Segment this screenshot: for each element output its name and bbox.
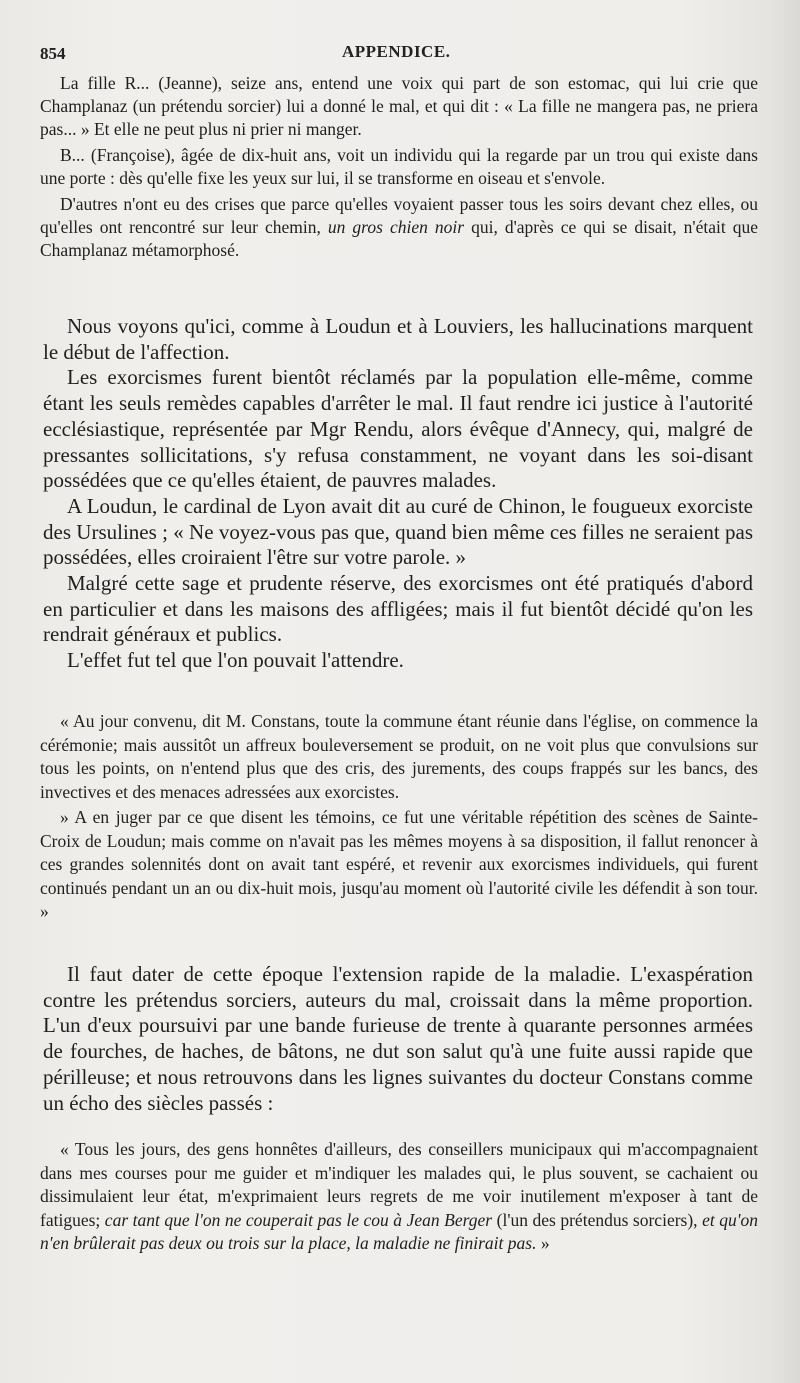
text-segment: » [540,1233,550,1253]
paragraph-extension: Il faut dater de cette époque l'extension rapide de la maladie. L'exaspération contre les prétendus sorciers, auteurs du mal, croissait dans la même proportion. L'un d'eux poursuivi par une bande furieuse de trente à quarante personnes armées de fourches, de haches, de bâtons, ne dut son salut qu'à une fuite aussi rapide que périlleuse; et nous retrouvons dans les lignes suivantes du docteur Constans comme un écho des siècles passés : [43,962,753,1115]
page-number: 854 [40,44,66,63]
paragraph-francoise: B... (Françoise), âgée de dix-huit ans, voit un individu qui la regarde par un trou qui existe dans une porte : dès qu'elle fixe les yeux sur lui, il se transforme en oiseau et s'envole. [40,145,758,188]
paragraph-hallucinations: Nous voyons qu'ici, comme à Loudun et à Louviers, les hallucinations marquent le début de l'affection. [43,314,753,364]
text-segment: « Tous les jours, des gens honnêtes d'ailleurs, des conseillers municipaux qui m'accompagnaient dans mes courses pour me guider et m'indiquer les malades qui, le plus souvent, se cachaient ou dissimulaient leur état, m'exprimaient leurs regrets de me voir inutilement m'exposer à tant de fatigues; [40,1139,758,1230]
quote-witnesses: » A en juger par ce que disent les témoins, ce fut une véritable répétition des scènes de Sainte-Croix de Loudun; mais comme on n'avait pas les mêmes moyens à sa disposition, il fallut renoncer à ces grandes solennités dont on avait tant espéré, et revenir aux exorcismes individuels, qui furent continués pendant un an ou dix-huit mois, jusqu'au moment où l'autorité civile les défendit à son tour. » [40,807,758,921]
text-segment: D'autres n'ont eu des crises que parce qu'elles voyaient passer tous les soirs devant chez elles, ou qu'elles ont rencontré sur leur chemin, [40,194,758,237]
constans-quote-2 [40,1138,758,1256]
quote-sorcerers [40,1138,758,1256]
paragraph-jeanne: La fille R... (Jeanne), seize ans, entend une voix qui part de son estomac, qui lui crie que Champlanaz (un prétendu sorcier) lui a donné le mal, et qui dit : « La fille ne mangera pas, ne priera pas... » Et elle ne peut plus ni prier ni manger. [40,73,758,139]
main-text-1 [43,314,753,674]
italic-phrase: et qu'on n'en brûlerait pas deux ou trois sur la place, la maladie ne finirait pas. [40,1209,758,1253]
paragraph-effect: L'effet fut tel que l'on pouvait l'attendre. [67,648,404,673]
witness-accounts [40,72,758,262]
text-segment: (l'un des prétendus sorciers), [496,1209,698,1230]
page-header [40,36,760,66]
italic-phrase: car tant que l'on ne couperait pas le cou à Jean Berger [104,1209,493,1230]
paragraph-reserve: Malgré cette sage et prudente réserve, des exorcismes ont été pratiqués d'abord en particulier et dans les maisons des affligées; mais il fut bientôt décidé qu'on les rendrait généraux et publics. [43,571,753,647]
page-edge-shadow [772,0,800,1383]
text-segment: qui, d'après ce qui se disait, n'était que Champlanaz métamorphosé. [40,217,759,260]
constans-quote-1 [40,710,758,924]
paragraph-black-dog [40,193,758,262]
paragraph-loudun: A Loudun, le cardinal de Lyon avait dit au curé de Chinon, le fougueux exorciste des Ursulines ; « Ne voyez-vous pas que, quand bien même ces filles ne seraient pas possédées, elles croiraient l'être sur votre parole. » [43,493,753,570]
main-text-2 [43,962,753,1116]
running-title: APPENDICE. [342,42,451,61]
quote-ceremony: « Au jour convenu, dit M. Constans, toute la commune étant réunie dans l'église, on commence la cérémonie; mais aussitôt un affreux bouleversement se produit, on ne voit plus que convulsions sur tous les points, on n'entend plus que des cris, des jurements, des coups frappés sur les bancs, des invectives et des menaces adressées aux exorcistes. [40,711,758,802]
italic-phrase: un gros chien noir [327,217,465,237]
paragraph-exorcisms: Les exorcismes furent bientôt réclamés par la population elle-même, comme étant les seuls remèdes capables d'arrêter le mal. Il faut rendre ici justice à l'autorité ecclésiastique, représentée par Mgr Rendu, alors évêque d'Annecy, qui, malgré de pressantes sollicitations, s'y refusa constamment, ne voyant dans les soi-disant possédées que ce qu'elles étaient, de pauvres malades. [43,365,753,493]
